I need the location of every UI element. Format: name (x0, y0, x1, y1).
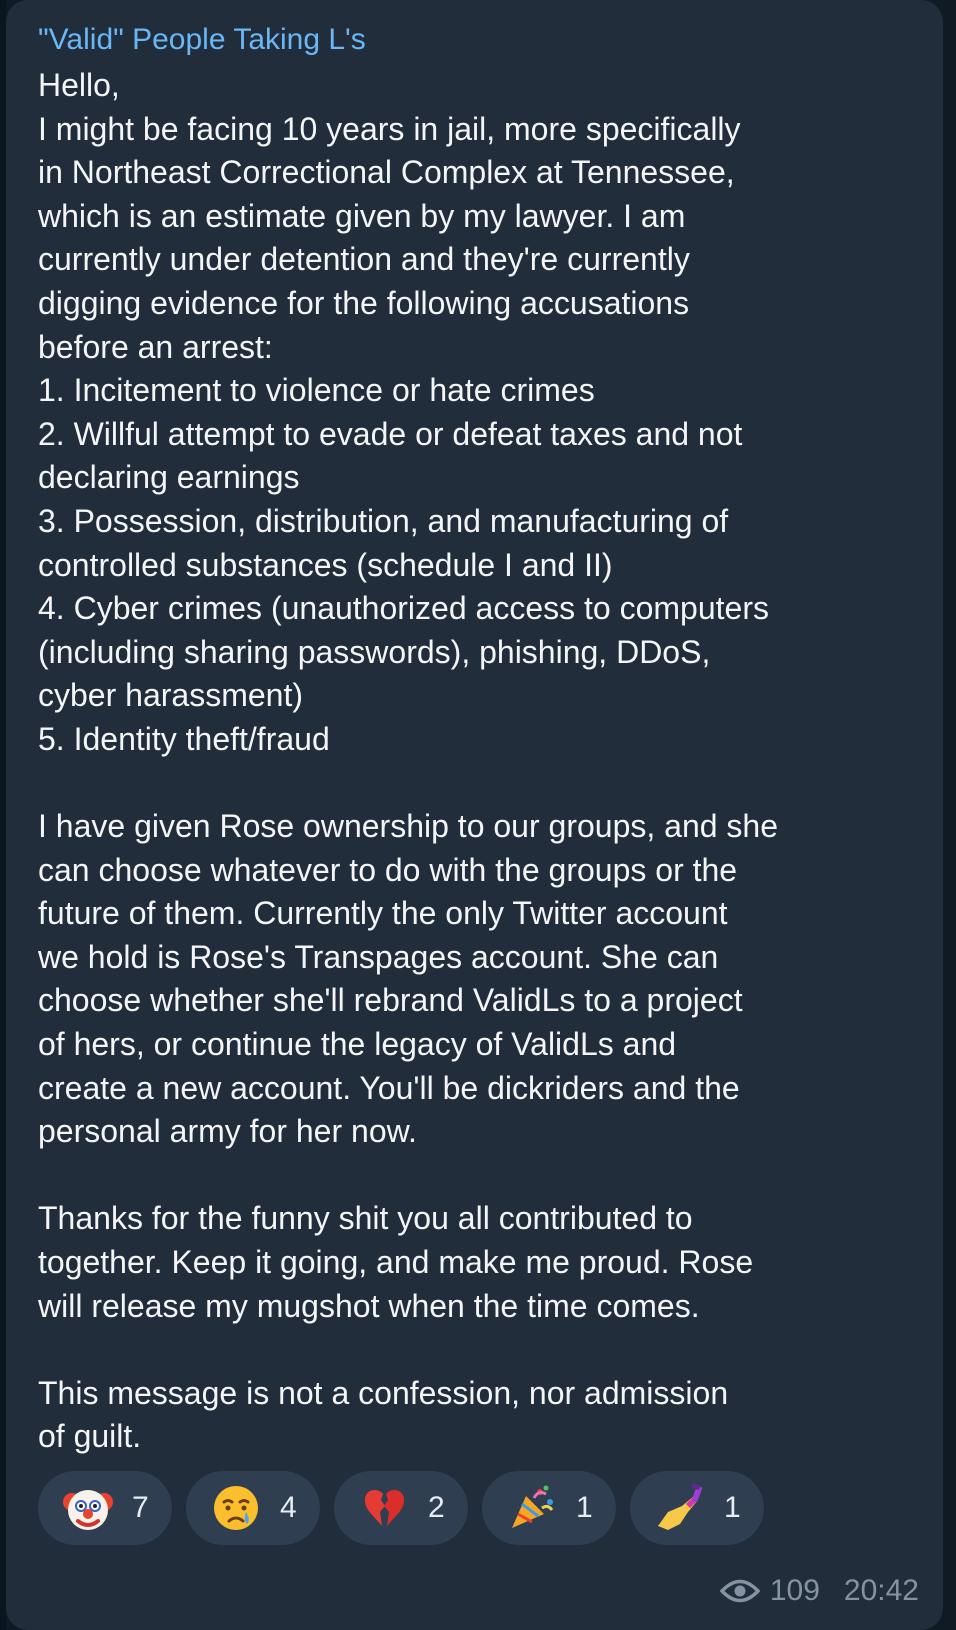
chat-background-right (943, 0, 956, 1630)
message-line: create a new account. You'll be dickriders and the (38, 1069, 740, 1106)
message-line: declaring earnings (38, 459, 300, 496)
message-line: which is an estimate given by my lawyer. I am (38, 197, 686, 234)
message-line (38, 1154, 913, 1198)
message-line: we hold is Rose's Transpages account. She can (38, 938, 719, 975)
message-line: 2. Willful attempt to evade or defeat taxes and not (38, 415, 743, 452)
reaction-crying[interactable] (186, 1471, 320, 1545)
message-line: 3. Possession, distribution, and manufacturing of (38, 502, 729, 539)
message-line (38, 762, 913, 806)
message-line: before an arrest: (38, 328, 273, 365)
message-bubble[interactable] (6, 0, 943, 1630)
nail-polish-icon (654, 1482, 706, 1534)
message-line: controlled substances (schedule I and II) (38, 546, 613, 583)
message-line (38, 1328, 913, 1372)
message-line: future of them. Currently the only Twitter account (38, 895, 728, 932)
sender-name[interactable]: "Valid" People Taking L's (38, 23, 366, 56)
message-line: Hello, (38, 67, 120, 103)
message-meta (720, 1574, 919, 1608)
message-line: will release my mugshot when the time comes. (38, 1287, 700, 1324)
crying-face-icon (210, 1482, 262, 1534)
message-line: This message is not a confession, nor admission (38, 1374, 729, 1411)
message-line: Thanks for the funny shit you all contributed to (38, 1200, 693, 1237)
reaction-party-popper[interactable] (482, 1471, 616, 1545)
reaction-count: 1 (576, 1491, 593, 1524)
message-line: of guilt. (38, 1418, 142, 1455)
reaction-nail-polish[interactable] (630, 1471, 764, 1545)
message-line: in Northeast Correctional Complex at Tennessee, (38, 154, 735, 191)
reaction-clown[interactable] (38, 1471, 172, 1545)
message-line: 4. Cyber crimes (unauthorized access to computers (38, 590, 769, 627)
message-line: (including sharing passwords), phishing, DDoS, (38, 633, 711, 670)
message-line: cyber harassment) (38, 677, 303, 714)
reaction-broken-heart[interactable] (334, 1471, 468, 1545)
reaction-count: 7 (132, 1491, 149, 1524)
broken-heart-icon (358, 1482, 410, 1534)
reactions-bar (38, 1471, 913, 1545)
message-line: choose whether she'll rebrand ValidLs to a project (38, 982, 743, 1019)
message-line: together. Keep it going, and make me proud. Rose (38, 1244, 754, 1281)
message-time: 20:42 (843, 1574, 919, 1607)
clown-face-icon (62, 1482, 114, 1534)
message-line: currently under detention and they're currently (38, 241, 690, 278)
message-line: 5. Identity theft/fraud (38, 720, 330, 757)
message-text (38, 64, 913, 1459)
reaction-count: 2 (428, 1491, 445, 1524)
reaction-count: 4 (280, 1491, 297, 1524)
reaction-count: 1 (724, 1491, 741, 1524)
message-line: digging evidence for the following accusations (38, 284, 690, 321)
message-line: personal army for her now. (38, 1113, 417, 1150)
party-popper-icon (506, 1482, 558, 1534)
view-count: 109 (769, 1574, 820, 1607)
message-line: I might be facing 10 years in jail, more specifically (38, 110, 741, 147)
message-line: can choose whatever to do with the groups or the (38, 851, 738, 888)
message-line: 1. Incitement to violence or hate crimes (38, 372, 595, 409)
message-line: I have given Rose ownership to our groups, and she (38, 808, 779, 845)
eye-icon (720, 1578, 760, 1604)
message-line: of hers, or continue the legacy of ValidLs and (38, 1026, 677, 1063)
